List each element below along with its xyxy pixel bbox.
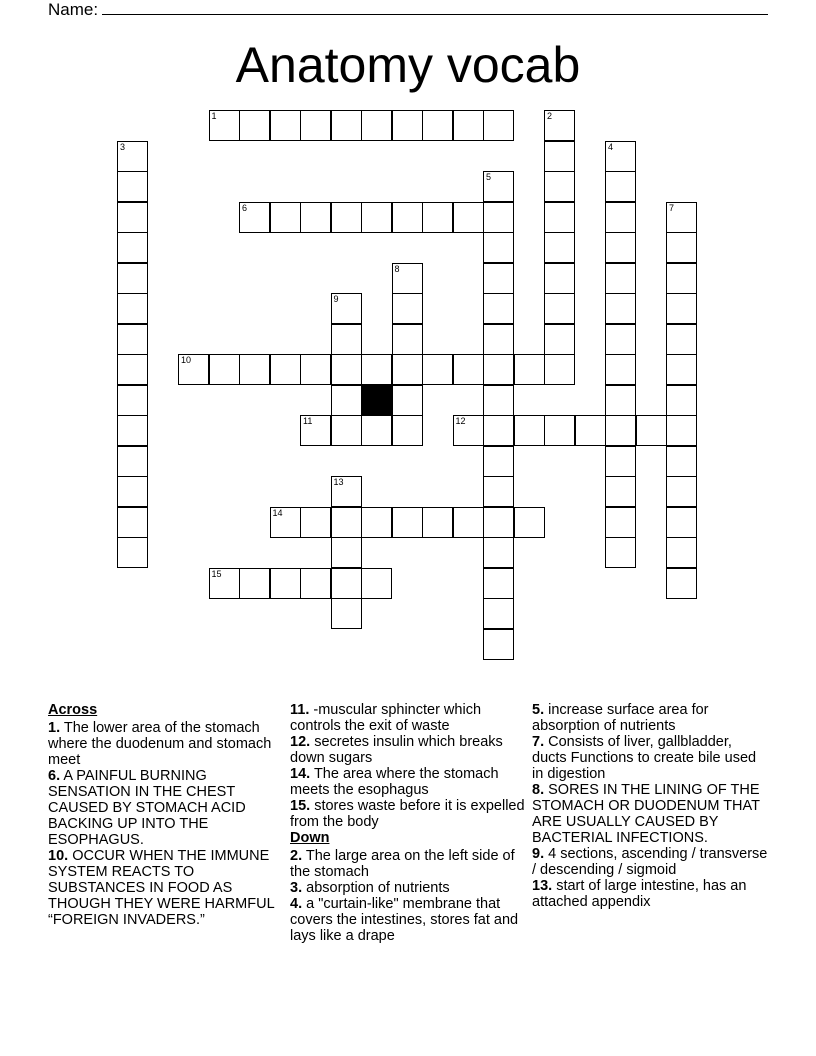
- grid-cell[interactable]: [270, 568, 301, 599]
- grid-cell[interactable]: [483, 598, 514, 629]
- grid-cell[interactable]: [453, 415, 484, 446]
- grid-cell[interactable]: [453, 110, 484, 141]
- grid-cell[interactable]: [666, 293, 697, 324]
- clue-number: 14: [272, 507, 283, 518]
- grid-cell[interactable]: [392, 202, 423, 233]
- grid-cell[interactable]: [361, 415, 392, 446]
- grid-cell[interactable]: [605, 324, 636, 355]
- grid-cell[interactable]: [544, 263, 575, 294]
- grid-cell[interactable]: [331, 324, 362, 355]
- grid-cell[interactable]: [666, 263, 697, 294]
- grid-cell[interactable]: [331, 537, 362, 568]
- grid-cell[interactable]: [666, 537, 697, 568]
- grid-cell[interactable]: [666, 446, 697, 477]
- grid-cell[interactable]: [483, 568, 514, 599]
- grid-cell[interactable]: [666, 568, 697, 599]
- grid-cell[interactable]: [392, 293, 423, 324]
- clue-down-13: 13. start of large intestine, has an attached appendix: [532, 878, 747, 910]
- grid-cell[interactable]: [117, 324, 148, 355]
- clue-number: 6: [242, 202, 248, 213]
- grid-cell[interactable]: [636, 415, 667, 446]
- grid-cell[interactable]: [392, 110, 423, 141]
- grid-cell[interactable]: [544, 141, 575, 172]
- grid-cell[interactable]: [117, 385, 148, 416]
- grid-cell[interactable]: [300, 415, 331, 446]
- clue-number: 2: [547, 111, 553, 121]
- grid-cell[interactable]: [605, 354, 636, 385]
- grid-cell[interactable]: [331, 110, 362, 141]
- grid-cell[interactable]: [117, 202, 148, 233]
- grid-cell[interactable]: [483, 415, 514, 446]
- clue-across-12: 12. secretes insulin which breaks down sugars: [290, 734, 503, 766]
- clues-column-1: [48, 702, 283, 928]
- grid-cell[interactable]: [422, 354, 453, 385]
- clue-down-8: 8. SORES IN THE LINING OF THE STOMACH OR DUODENUM THAT ARE USUALLY CAUSED BY BACTERIAL INFECTIONS.: [532, 782, 760, 846]
- grid-cell[interactable]: [605, 415, 636, 446]
- grid-cell[interactable]: [300, 110, 331, 141]
- clue-number: 5: [486, 172, 492, 182]
- grid-cell[interactable]: [666, 385, 697, 416]
- grid-cell[interactable]: [300, 568, 331, 599]
- grid-cell[interactable]: [544, 171, 575, 202]
- grid-cell[interactable]: [209, 354, 240, 385]
- grid-cell[interactable]: [483, 629, 514, 660]
- grid-cell[interactable]: [209, 110, 240, 141]
- grid-cell[interactable]: [605, 141, 636, 172]
- grid-cell[interactable]: [117, 293, 148, 324]
- grid-cell[interactable]: [331, 385, 362, 416]
- grid-cell[interactable]: [666, 232, 697, 263]
- grid-cell[interactable]: [483, 263, 514, 294]
- clue-number: 12: [455, 416, 466, 426]
- grid-cell[interactable]: [605, 476, 636, 507]
- grid-cell[interactable]: [270, 110, 301, 141]
- grid-cell[interactable]: [514, 354, 545, 385]
- clue-across-10: 10. OCCUR WHEN THE IMMUNE SYSTEM REACTS TO SUBSTANCES IN FOOD AS THOUGH THEY WERE HARMFUL “FOREIGN INVADERS.”: [48, 848, 275, 928]
- grid-cell[interactable]: [605, 446, 636, 477]
- grid-cell[interactable]: [239, 568, 270, 599]
- grid-cell[interactable]: [331, 598, 362, 629]
- grid-cell[interactable]: [300, 202, 331, 233]
- grid-cell[interactable]: [117, 354, 148, 385]
- clue-down-2: 2. The large area on the left side of the stomach: [290, 848, 515, 880]
- grid-cell[interactable]: [331, 415, 362, 446]
- grid-cell[interactable]: [361, 568, 392, 599]
- grid-cell[interactable]: [392, 324, 423, 355]
- grid-cell[interactable]: [666, 476, 697, 507]
- grid-cell[interactable]: [605, 171, 636, 202]
- grid-cell[interactable]: [239, 354, 270, 385]
- name-label: Name:: [48, 0, 99, 19]
- clues-column-3: [532, 702, 768, 910]
- grid-cell[interactable]: [544, 324, 575, 355]
- grid-cell[interactable]: [270, 507, 301, 538]
- grid-cell[interactable]: [514, 507, 545, 538]
- grid-cell[interactable]: [117, 263, 148, 294]
- grid-cell[interactable]: [331, 507, 362, 538]
- clue-number: 7: [669, 202, 675, 213]
- grid-cell[interactable]: [483, 354, 514, 385]
- grid-cell[interactable]: [575, 415, 606, 446]
- grid-cell[interactable]: [331, 476, 362, 507]
- grid-cell[interactable]: [178, 354, 209, 385]
- grid-cell[interactable]: [453, 354, 484, 385]
- grid-cell[interactable]: [331, 202, 362, 233]
- clue-across-14: 14. The area where the stomach meets the esophagus: [290, 766, 499, 798]
- grid-cell[interactable]: [209, 568, 240, 599]
- clue-number: 9: [333, 294, 339, 304]
- grid-cell[interactable]: [117, 171, 148, 202]
- grid-cell[interactable]: [483, 537, 514, 568]
- grid-cell[interactable]: [666, 354, 697, 385]
- grid-cell[interactable]: [453, 202, 484, 233]
- grid-cell[interactable]: [544, 293, 575, 324]
- grid-cell[interactable]: [392, 415, 423, 446]
- grid-cell[interactable]: [300, 507, 331, 538]
- grid-cell[interactable]: [117, 446, 148, 477]
- grid-cell[interactable]: [514, 415, 545, 446]
- grid-cell[interactable]: [483, 232, 514, 263]
- grid-cell[interactable]: [331, 568, 362, 599]
- grid-cell[interactable]: [392, 385, 423, 416]
- grid-cell[interactable]: [483, 293, 514, 324]
- grid-cell[interactable]: [361, 354, 392, 385]
- grid-cell[interactable]: [544, 415, 575, 446]
- clue-number: 11: [303, 416, 313, 426]
- clues-column-2: [290, 702, 526, 944]
- grid-cell[interactable]: [270, 202, 301, 233]
- grid-cell[interactable]: [117, 415, 148, 446]
- grid-cell[interactable]: [666, 415, 697, 446]
- grid-cell[interactable]: [483, 110, 514, 141]
- grid-cell[interactable]: [361, 202, 392, 233]
- clue-number: 4: [608, 141, 614, 152]
- grid-cell[interactable]: [605, 263, 636, 294]
- grid-cell[interactable]: [605, 202, 636, 233]
- grid-cell[interactable]: [392, 263, 423, 294]
- grid-cell[interactable]: [483, 446, 514, 477]
- clue-number: 10: [181, 355, 192, 365]
- clue-number: 3: [120, 141, 126, 152]
- grid-cell[interactable]: [483, 202, 514, 233]
- clue-down-5: 5. increase surface area for absorption of nutrients: [532, 702, 709, 734]
- grid-cell[interactable]: [605, 537, 636, 568]
- grid-cell[interactable]: [300, 354, 331, 385]
- clue-across-1: 1. The lower area of the stomach where the duodenum and stomach meet: [48, 720, 272, 768]
- clue-across-11: 11. -muscular sphincter which controls the exit of waste: [290, 702, 482, 734]
- grid-cell[interactable]: [605, 232, 636, 263]
- grid-cell[interactable]: [361, 507, 392, 538]
- across-header: Across: [48, 702, 98, 718]
- grid-cell[interactable]: [666, 507, 697, 538]
- grid-cell[interactable]: [544, 110, 575, 141]
- grid-cell[interactable]: [117, 232, 148, 263]
- grid-cell[interactable]: [544, 232, 575, 263]
- grid-cell[interactable]: [483, 324, 514, 355]
- down-header: Down: [290, 830, 330, 846]
- clue-number: 8: [394, 263, 400, 274]
- clue-number: 15: [211, 568, 222, 579]
- grid-cell[interactable]: [331, 293, 362, 324]
- grid-cell[interactable]: [422, 507, 453, 538]
- clue-down-3: 3. absorption of nutrients: [290, 880, 450, 896]
- grid-cell[interactable]: [117, 476, 148, 507]
- grid-cell[interactable]: [239, 110, 270, 141]
- grid-cell[interactable]: [422, 110, 453, 141]
- grid-cell[interactable]: [239, 202, 270, 233]
- grid-cell[interactable]: [666, 324, 697, 355]
- black-cell: [361, 385, 392, 416]
- puzzle-title: Anatomy vocab: [235, 37, 581, 93]
- clue-down-7: 7. Consists of liver, gallbladder, ducts Functions to create bile used in digestion: [532, 734, 757, 782]
- grid-cell[interactable]: [483, 385, 514, 416]
- clue-across-15: 15. stores waste before it is expelled from the body: [290, 798, 525, 830]
- grid-cell[interactable]: [544, 202, 575, 233]
- grid-cell[interactable]: [392, 507, 423, 538]
- grid-cell[interactable]: [270, 354, 301, 385]
- grid-cell[interactable]: [117, 537, 148, 568]
- grid-cell[interactable]: [453, 507, 484, 538]
- clue-down-4: 4. a "curtain-like" membrane that covers the intestines, stores fat and lays like a drape: [290, 896, 519, 944]
- grid-cell[interactable]: [605, 507, 636, 538]
- grid-cell[interactable]: [331, 354, 362, 385]
- grid-cell[interactable]: [392, 354, 423, 385]
- grid-cell[interactable]: [422, 202, 453, 233]
- clue-number: 13: [333, 477, 344, 487]
- grid-cell[interactable]: [117, 507, 148, 538]
- grid-cell[interactable]: [544, 354, 575, 385]
- grid-cell[interactable]: [483, 507, 514, 538]
- clue-down-9: 9. 4 sections, ascending / transverse / descending / sigmoid: [532, 846, 768, 878]
- grid-cell[interactable]: [605, 293, 636, 324]
- clue-number: 1: [211, 111, 217, 121]
- grid-cell[interactable]: [666, 202, 697, 233]
- grid-cell[interactable]: [117, 141, 148, 172]
- clue-across-6: 6. A PAINFUL BURNING SENSATION IN THE CHEST CAUSED BY STOMACH ACID BACKING UP INTO THE ESOPHAGUS.: [48, 768, 246, 848]
- grid-cell[interactable]: [361, 110, 392, 141]
- grid-cell[interactable]: [483, 476, 514, 507]
- grid-cell[interactable]: [483, 171, 514, 202]
- grid-cell[interactable]: [605, 385, 636, 416]
